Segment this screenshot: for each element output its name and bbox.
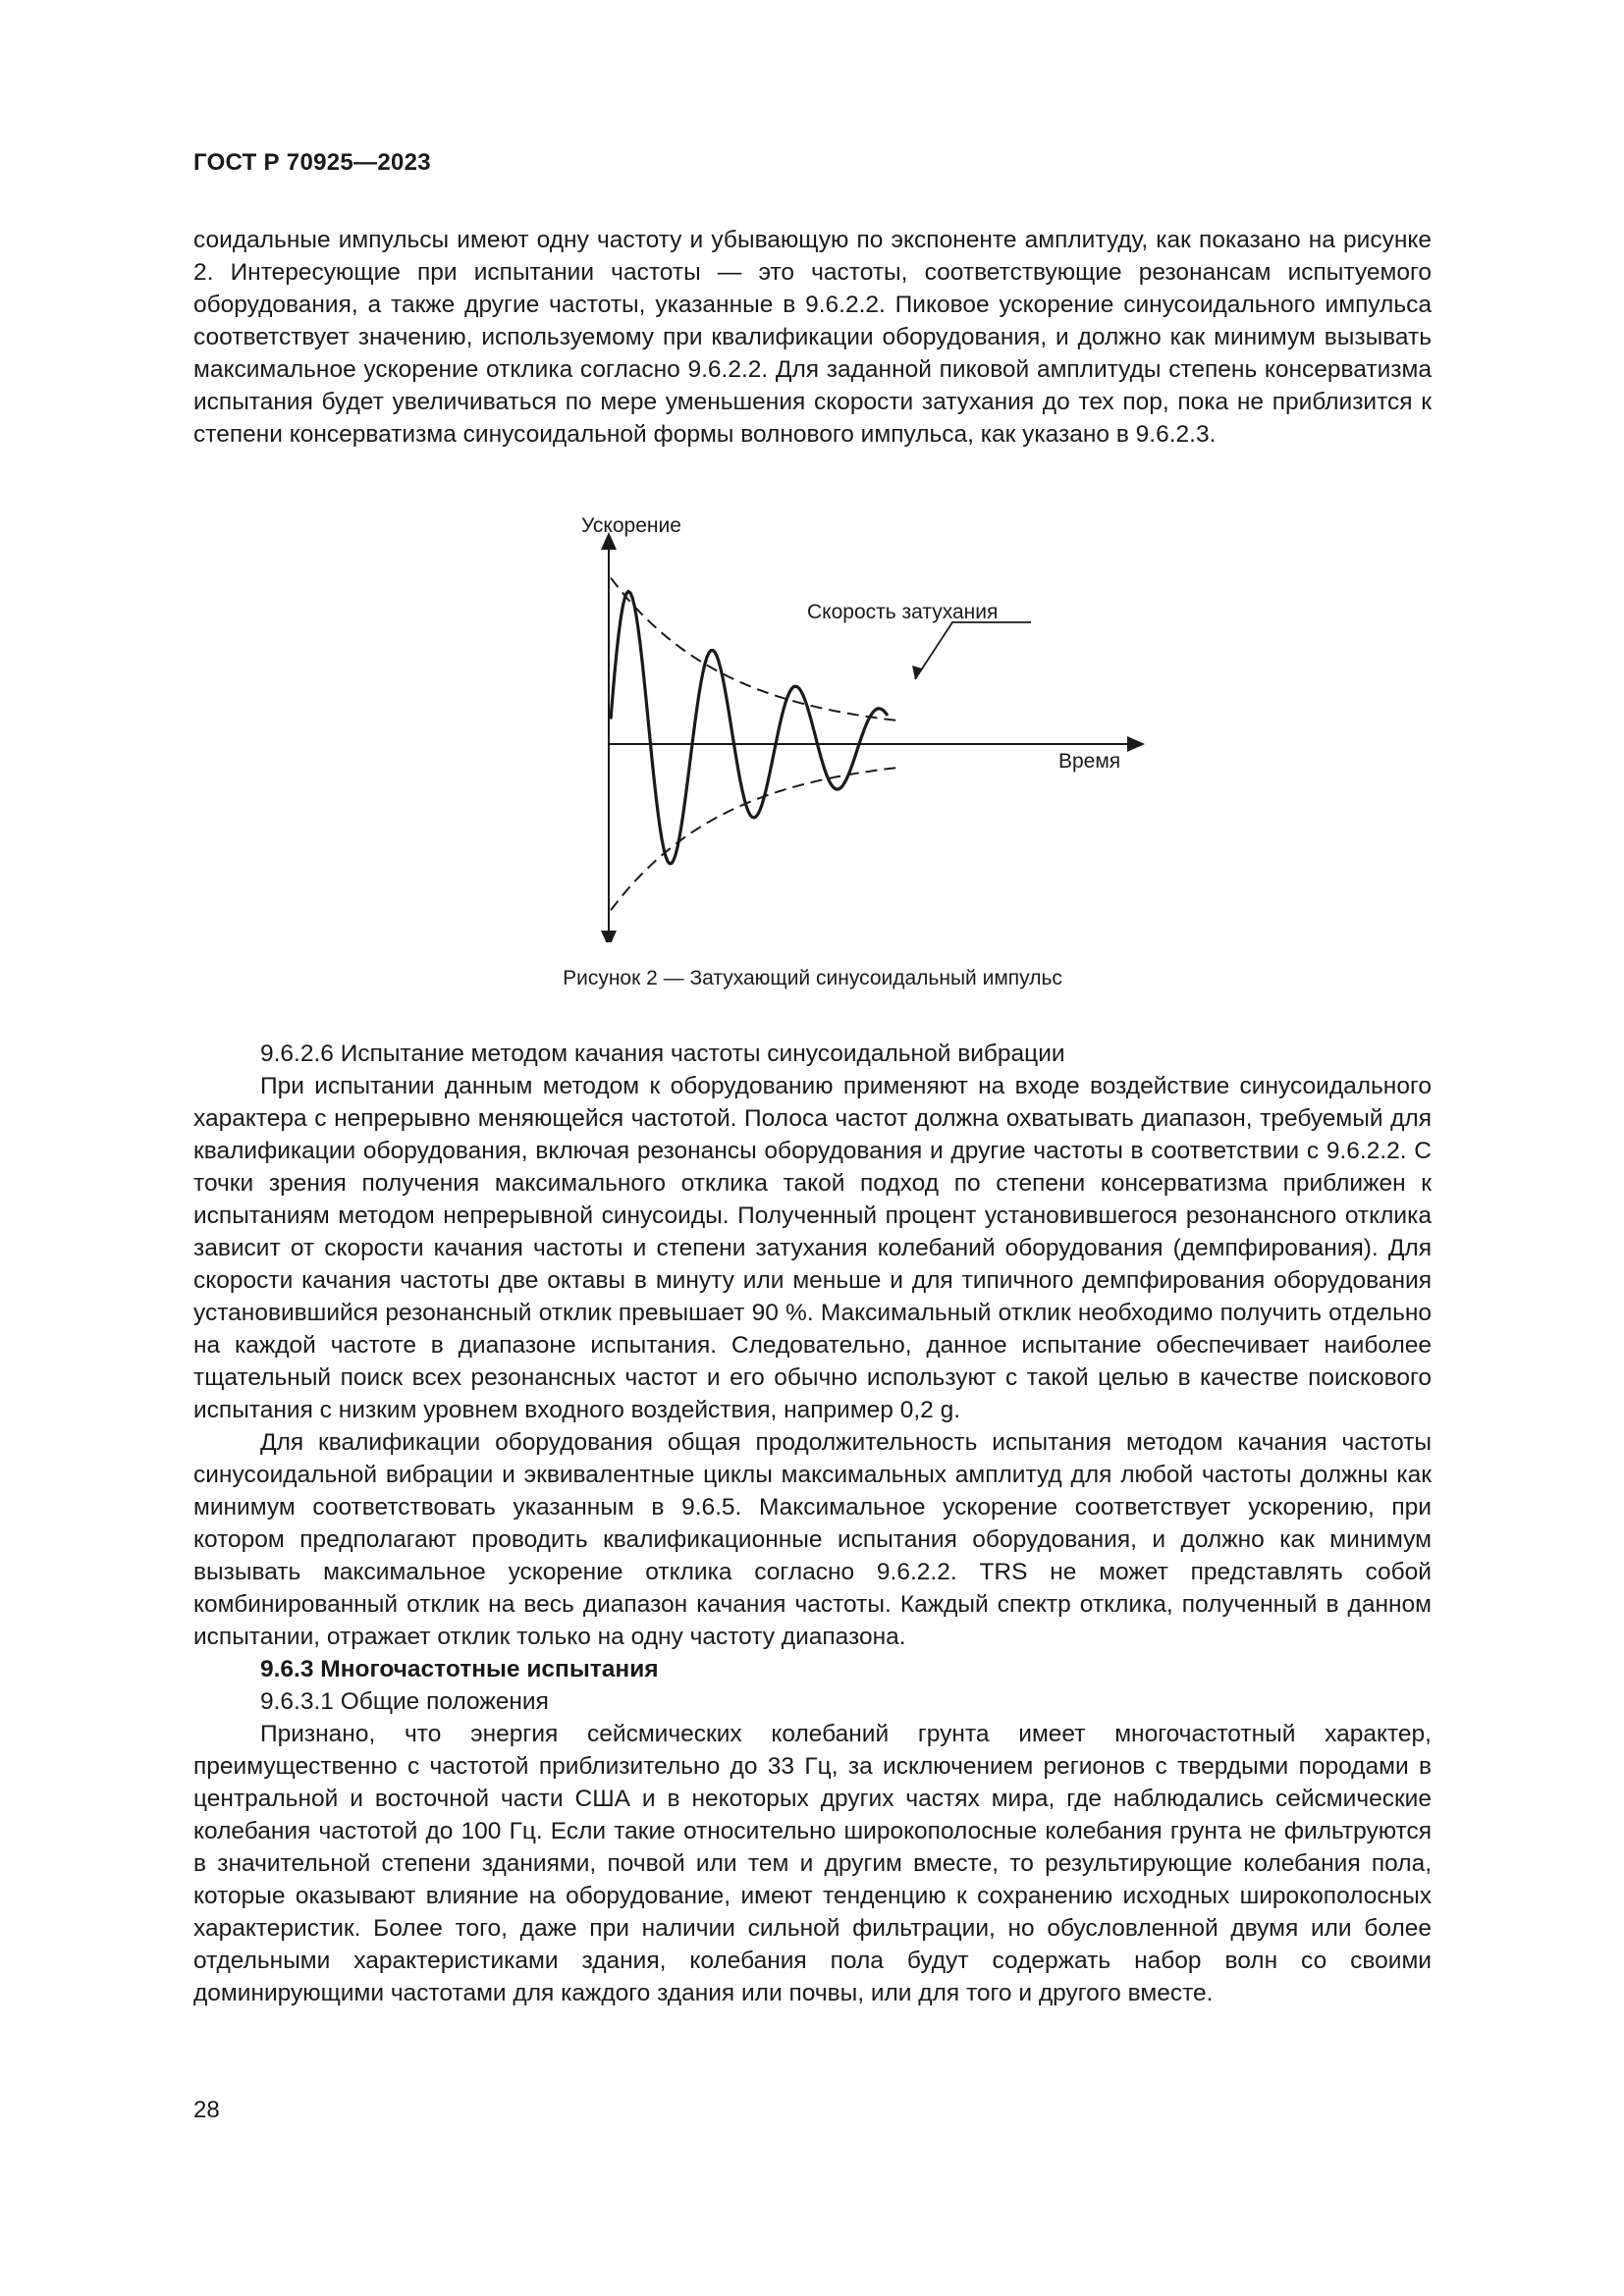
- section-9-6-3-1-heading: 9.6.3.1 Общие положения: [260, 1688, 549, 1715]
- section-9-6-3-heading: 9.6.3 Многочастотные испытания: [260, 1656, 659, 1682]
- figure-graphic: [550, 510, 1159, 942]
- intro-paragraph: [193, 224, 1432, 451]
- section-9-6-2-6-heading: 9.6.2.6 Испытание методом качания частоты синусоидальной вибрации: [260, 1041, 1065, 1067]
- section-9-6-2-6-paragraph-1: При испытании данным методом к оборудованию применяют на входе воздействие синусоидального характера с непрерывно меняющейся частотой. Полоса частот должна охватывать диапазон, требуемый для квалификации оборудования, включая резонансы оборудования и другие частоты в соответствии с 9.6.2.2. С точки зрения получения максимального отклика такой подход по степени консерватизма приближен к испытаниям методом непрерывной синусоиды. Полученный процент установившегося резонансного отклика зависит от скорости качания частоты и степени затухания колебаний оборудования (демпфирования). Для скорости качания частоты две октавы в минуту или меньше и для типичного демпфирования оборудования установившийся резонансный отклик превышает 90 %. Максимальный отклик необходимо получить отдельно на каждой частоте в диапазоне испытания. Следовательно, данное испытание обеспечивает наиболее тщательный поиск всех резонансных частот и его обычно используют с такой целью в качестве поискового испытания с низким уровнем входного воздействия, например 0,2 g.: [193, 1073, 1432, 1423]
- x-axis-label: Время: [1058, 750, 1121, 773]
- decaying-sine-figure: [550, 510, 1159, 942]
- figure-caption: Рисунок 2 — Затухающий синусоидальный импульс: [563, 967, 1062, 989]
- document-header: ГОСТ Р 70925—2023: [193, 149, 431, 176]
- decay-envelope-upper: [611, 578, 897, 721]
- intro-paragraph-text: соидальные импульсы имеют одну частоту и убывающую по экспоненте амплитуду, как показано на рисунке 2. Интересующие при испытании частоты — это частоты, соответствующие резонансам испытуемого оборудования, а также другие частоты, указанные в 9.6.2.2. Пиковое ускорение синусоидального импульса соответствует значению, используемому при квалификации оборудования, и должно как минимум вызывать максимальное ускорение отклика согласно 9.6.2.2. Для заданной пиковой амплитуды степень консерватизма испытания будет увеличиваться по мере уменьшения скорости затухания до тех пор, пока не приблизится к степени консерватизма синусоидальной формы волнового импульса, как указано в 9.6.2.3.: [193, 227, 1432, 448]
- main-body: [193, 1038, 1432, 2009]
- annotation-leader: [915, 622, 1031, 679]
- section-9-6-2-6-paragraph-2: Для квалификации оборудования общая продолжительность испытания методом качания частоты синусоидальной вибрации и эквивалентные циклы максимальных амплитуд для любой частоты должны как минимум соответствовать указанным в 9.6.5. Максимальное ускорение соответствует ускорению, при котором предполагают проводить квалификационные испытания оборудования, и должно как минимум вызывать максимальное ускорение отклика согласно 9.6.2.2. TRS не может представлять собой комбинированный отклик на весь диапазон качания частоты. Каждый спектр отклика, полученный в данном испытании, отражает отклик только на одну частоту диапазона.: [193, 1429, 1432, 1650]
- decay-rate-label: Скорость затухания: [807, 601, 999, 623]
- page-number: 28: [193, 2097, 220, 2123]
- damped-sine-wave: [611, 592, 888, 864]
- section-9-6-3-1-paragraph-1: Признано, что энергия сейсмических колебаний грунта имеет многочастотный характер, преимущественно с частотой приблизительно до 33 Гц, за исключением регионов с твердыми породами в центральной и восточной части США и в некоторых других частях мира, где наблюдались сейсмические колебания частотой до 100 Гц. Если такие относительно широкополосные колебания грунта не фильтруются в значительной степени зданиями, почвой или тем и другим вместе, то результирующие колебания пола, которые оказывают влияние на оборудование, имеют тенденцию к сохранению исходных широкополосных характеристик. Более того, даже при наличии сильной фильтрации, но обусловленной двумя или более отдельными характеристиками здания, колебания пола будут содержать набор волн со своими доминирующими частотами для каждого здания или почвы, или для того и другого вместе.: [193, 1721, 1432, 2006]
- y-axis-label: Ускорение: [581, 514, 681, 537]
